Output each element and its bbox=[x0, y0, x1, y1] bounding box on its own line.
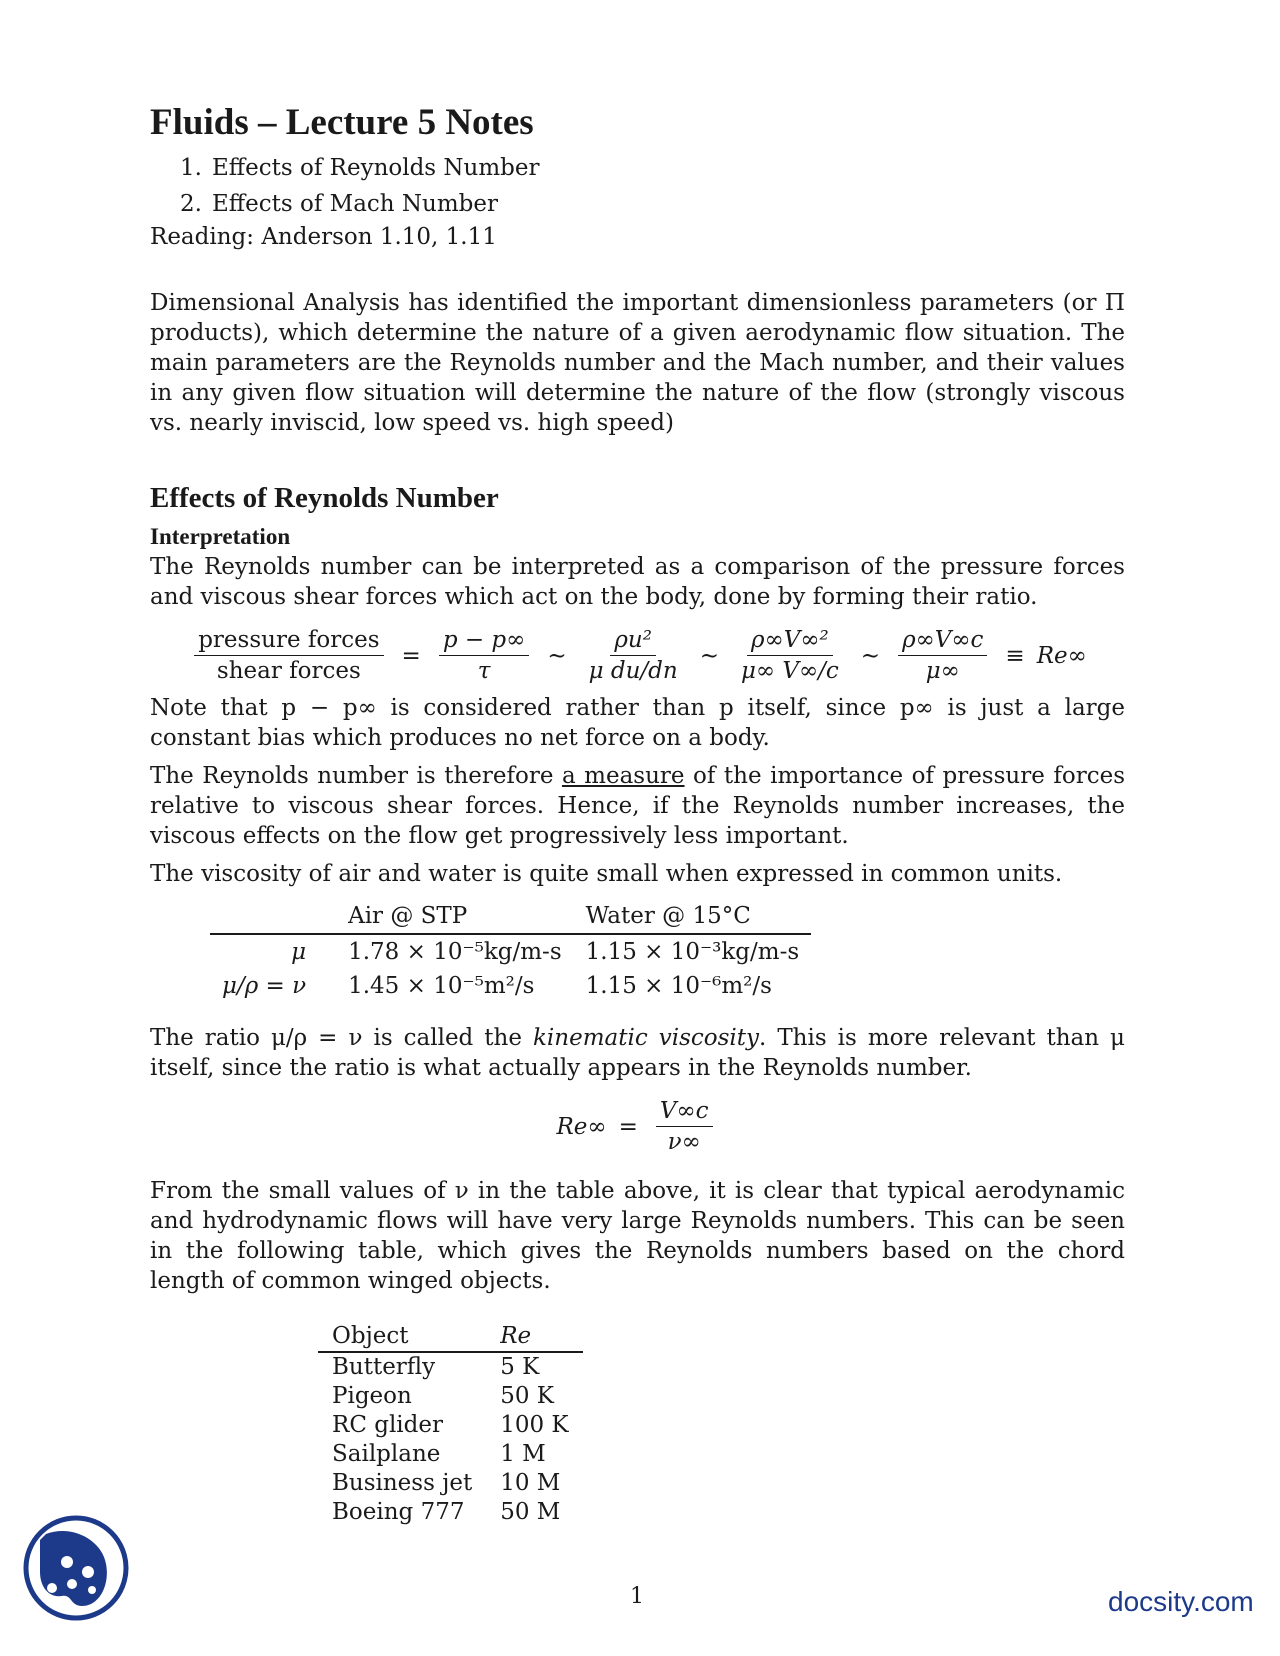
topic-list bbox=[150, 150, 1125, 222]
similar-sign: ∼ bbox=[860, 642, 881, 669]
table-header-cell bbox=[210, 899, 336, 934]
table-cell: 100 K bbox=[500, 1412, 569, 1438]
fraction-reynolds bbox=[898, 626, 987, 685]
fraction-numerator: ρ∞V∞c bbox=[898, 626, 987, 656]
table-cell: 5 K bbox=[500, 1354, 540, 1380]
kinematic-text-end: . This is more relevant than μ itself, since the ratio is what actually appears in the Reynolds number. bbox=[150, 1025, 1125, 1081]
table-cell: 10 M bbox=[500, 1470, 561, 1496]
table-cell: Boeing 777 bbox=[332, 1499, 465, 1525]
fraction-numerator: pressure forces bbox=[194, 626, 383, 656]
viscosity-table bbox=[210, 899, 811, 1003]
reynolds-symbol: Re∞ bbox=[1036, 642, 1087, 669]
table-row bbox=[318, 1469, 583, 1498]
fraction-dynamic bbox=[585, 626, 682, 685]
table-header-cell: Water @ 15°C bbox=[574, 899, 812, 934]
table-cell: 50 K bbox=[500, 1383, 554, 1409]
page-number: 1 bbox=[630, 1584, 644, 1609]
topic-item bbox=[180, 186, 1125, 222]
subsection-heading: Interpretation bbox=[150, 524, 291, 549]
row-label: μ bbox=[291, 939, 307, 965]
fraction-pressure-shear bbox=[439, 626, 530, 685]
page-title: Fluids – Lecture 5 Notes bbox=[150, 102, 534, 143]
fraction-denominator: μ∞ V∞/c bbox=[740, 658, 839, 684]
table-row bbox=[318, 1440, 583, 1469]
table-cell: RC glider bbox=[332, 1412, 443, 1438]
interpretation-paragraph: The Reynolds number can be interpreted as a comparison of the pressure forces and viscous shear forces which act on the body, done by forming their ratio. bbox=[150, 554, 1125, 610]
table-cell: Business jet bbox=[332, 1470, 473, 1496]
fraction-denominator: μ du/dn bbox=[588, 658, 678, 684]
equivalence-sign: ≡ bbox=[1005, 642, 1025, 669]
fraction-velocity-viscosity bbox=[656, 1097, 713, 1156]
intro-paragraph: Dimensional Analysis has identified the important dimensionless parameters (or Π products), which determine the nature of a given aerodynamic flow situation. The main parameters are the Reynolds number and the Mach number, and their values in any given flow situation will determine the nature of the flow (strongly viscous vs. nearly inviscid, low speed vs. high speed) bbox=[150, 290, 1125, 436]
document-page bbox=[150, 100, 1125, 1527]
fraction-freestream bbox=[737, 626, 843, 685]
table-cell: Sailplane bbox=[332, 1441, 441, 1467]
fraction-forces bbox=[194, 626, 383, 685]
table-cell: 50 M bbox=[500, 1499, 561, 1525]
note-paragraph: Note that p − p∞ is considered rather than p itself, since p∞ is just a large constant bias which produces no net force on a body. bbox=[150, 695, 1125, 751]
table-row bbox=[210, 969, 811, 1003]
reading-line: Reading: Anderson 1.10, 1.11 bbox=[150, 224, 497, 250]
reynolds-symbol: Re∞ bbox=[556, 1113, 607, 1140]
similar-sign: ∼ bbox=[547, 642, 567, 669]
topic-number: 2. bbox=[180, 191, 202, 217]
reynolds-size-paragraph: From the small values of ν in the table above, it is clear that typical aerodynamic and hydrodynamic flows will have very large Reynolds numbers. This can be seen in the following table, which gives the Reynolds numbers based on the chord length of common winged objects. bbox=[150, 1178, 1125, 1294]
fraction-numerator: p − p∞ bbox=[439, 626, 530, 656]
topic-label: Effects of Mach Number bbox=[212, 191, 498, 217]
topic-label: Effects of Reynolds Number bbox=[212, 155, 540, 181]
viscosity-paragraph: The viscosity of air and water is quite small when expressed in common units. bbox=[150, 861, 1063, 887]
table-cell: Butterfly bbox=[332, 1354, 436, 1380]
fraction-numerator: ρ∞V∞² bbox=[747, 626, 833, 656]
table-header-cell: Object bbox=[318, 1322, 486, 1352]
similar-sign: ∼ bbox=[699, 642, 719, 669]
table-header-cell: Air @ STP bbox=[336, 899, 574, 934]
equals-sign: = bbox=[618, 1113, 638, 1140]
docsity-brand-link[interactable]: docsity.com bbox=[1108, 1586, 1254, 1617]
topic-item bbox=[180, 150, 1125, 186]
table-cell: Pigeon bbox=[332, 1383, 412, 1409]
fraction-denominator: shear forces bbox=[216, 658, 361, 684]
table-header-cell: Re bbox=[486, 1322, 582, 1352]
reynolds-objects-table bbox=[318, 1322, 583, 1527]
table-cell: 1.78 × 10⁻⁵kg/m-s bbox=[348, 939, 562, 965]
table-header-row bbox=[210, 899, 811, 934]
underlined-phrase: a measure bbox=[561, 763, 685, 789]
table-cell: 1.45 × 10⁻⁵m²/s bbox=[348, 973, 535, 999]
table-header-row bbox=[318, 1322, 583, 1352]
fraction-numerator: ρu² bbox=[610, 626, 656, 656]
reynolds-ratio-equation bbox=[150, 626, 1125, 685]
fraction-denominator: τ bbox=[477, 658, 491, 684]
emphasized-term: kinematic viscosity bbox=[532, 1025, 759, 1051]
measure-paragraph bbox=[150, 761, 1125, 851]
reynolds-definition-equation bbox=[150, 1097, 1125, 1156]
table-row bbox=[318, 1382, 583, 1411]
table-row bbox=[318, 1352, 583, 1382]
fraction-numerator: V∞c bbox=[656, 1097, 713, 1127]
table-row bbox=[210, 934, 811, 969]
table-row bbox=[318, 1498, 583, 1527]
fraction-denominator: ν∞ bbox=[667, 1129, 701, 1155]
equals-sign: = bbox=[401, 642, 421, 669]
row-label: μ/ρ = ν bbox=[222, 973, 307, 999]
measure-text-end: of the importance of pressure forces relative to viscous shear forces. Hence, if the Reynolds number increases, the viscous effects on the flow get progressively less important. bbox=[150, 763, 1125, 849]
measure-text-start: The Reynolds number is therefore bbox=[150, 763, 562, 789]
docsity-logo-icon[interactable] bbox=[22, 1514, 130, 1622]
kinematic-text-start: The ratio μ/ρ = ν is called the bbox=[150, 1025, 533, 1051]
section-heading: Effects of Reynolds Number bbox=[150, 482, 499, 514]
kinematic-paragraph bbox=[150, 1023, 1125, 1083]
table-cell: 1.15 × 10⁻⁶m²/s bbox=[585, 973, 772, 999]
fraction-denominator: μ∞ bbox=[925, 658, 960, 684]
table-cell: 1.15 × 10⁻³kg/m-s bbox=[585, 939, 800, 965]
table-row bbox=[318, 1411, 583, 1440]
table-cell: 1 M bbox=[500, 1441, 546, 1467]
topic-number: 1. bbox=[180, 155, 202, 181]
